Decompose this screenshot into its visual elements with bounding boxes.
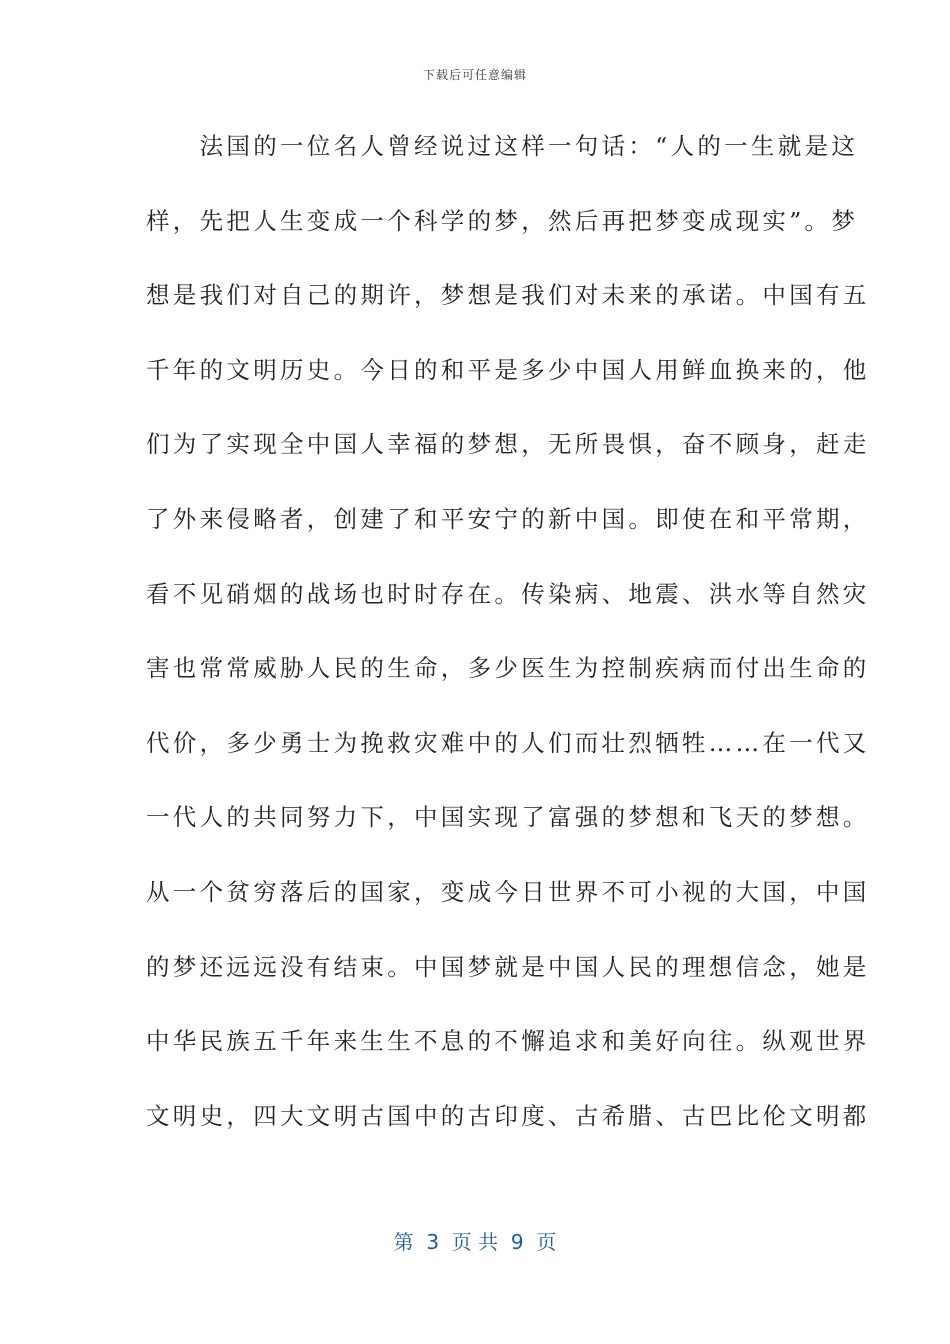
text-line: 代价，多少勇士为挽救灾难中的人们而壮烈牺牲……在一代又 <box>146 728 870 757</box>
text-line: 文明史，四大文明古国中的古印度、古希腊、古巴比伦文明都 <box>146 1101 870 1130</box>
text-line: 害也常常威胁人民的生命，多少医生为控制疾病而付出生命的 <box>146 654 870 683</box>
text-line: 样，先把人生变成一个科学的梦，然后再把梦变成现实”。梦 <box>146 206 859 235</box>
body-text <box>146 124 870 1168</box>
page-number-footer: 第 3 页 共 9 页 <box>393 1230 557 1254</box>
text-line: 想是我们对自己的期许，梦想是我们对未来的承诺。中国有五 <box>146 281 870 310</box>
text-line: 中华民族五千年来生生不息的不懈追求和美好向往。纵观世界 <box>146 1027 870 1056</box>
text-line: 了外来侵略者，创建了和平安宁的新中国。即使在和平常期， <box>146 504 870 533</box>
text-line: 从一个贫穷落后的国家，变成今日世界不可小视的大国，中国 <box>146 877 870 906</box>
text-line: 看不见硝烟的战场也时时存在。传染病、地震、洪水等自然灾 <box>146 579 870 608</box>
text-line: 千年的文明历史。今日的和平是多少中国人用鲜血换来的，他 <box>146 355 870 384</box>
text-line: 法国的一位名人曾经说过这样一句话：“人的一生就是这 <box>146 132 859 160</box>
text-line: 的梦还远远没有结束。中国梦就是中国人民的理想信念，她是 <box>146 952 870 981</box>
text-line: 们为了实现全中国人幸福的梦想，无所畏惧，奋不顾身，赶走 <box>146 430 870 459</box>
text-line: 一代人的共同努力下，中国实现了富强的梦想和飞天的梦想。 <box>146 803 870 832</box>
page-header: 下载后可任意编辑 <box>422 68 527 82</box>
